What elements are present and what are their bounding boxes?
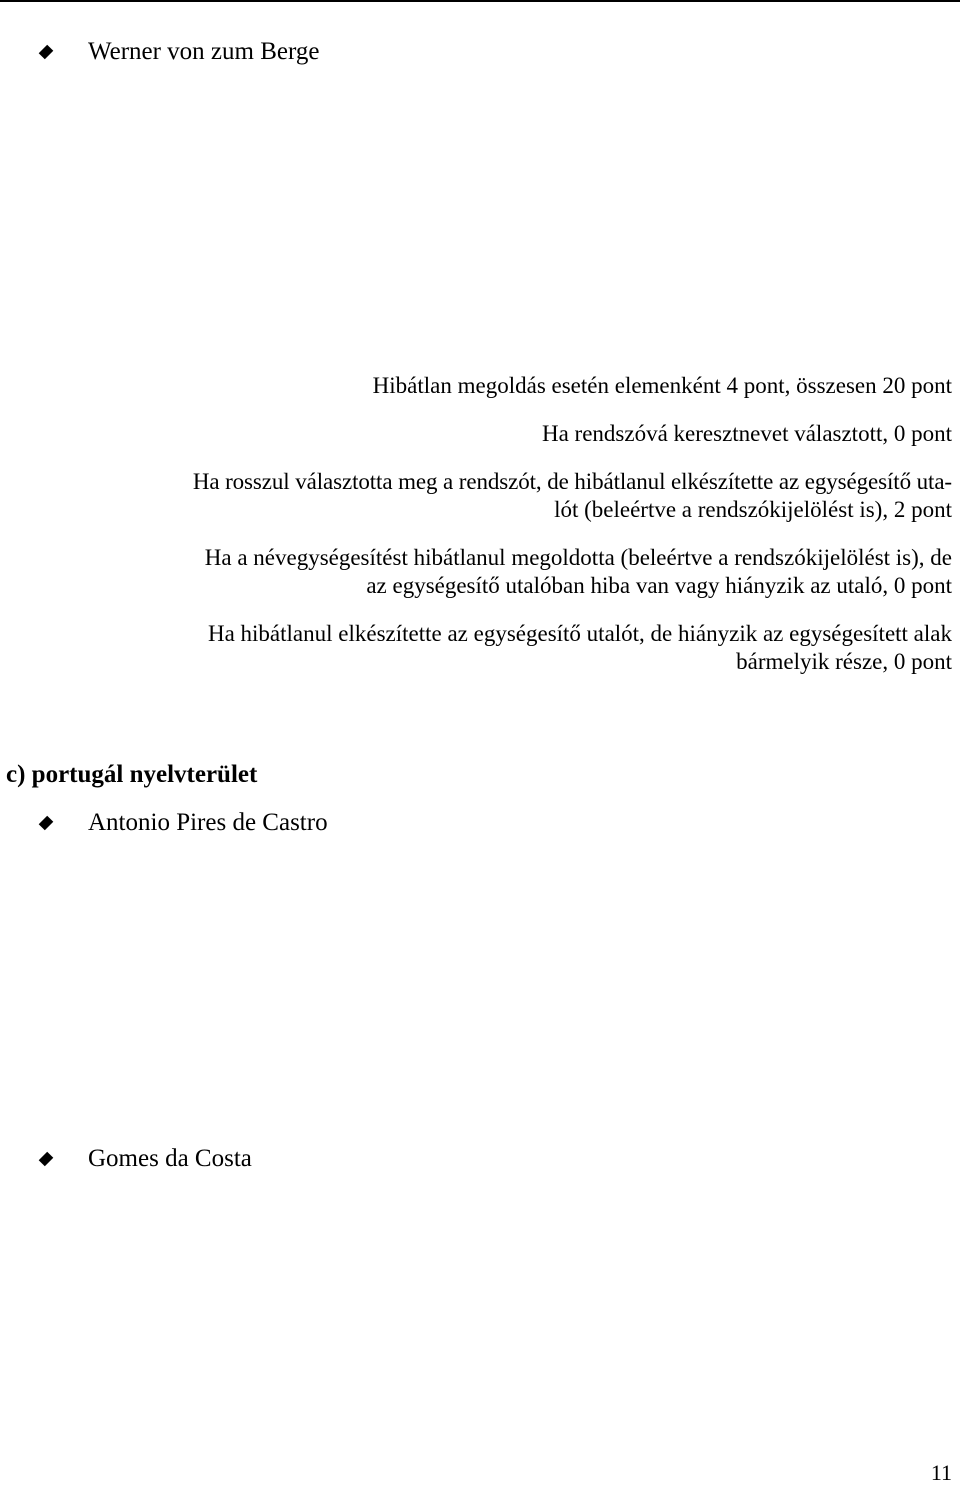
section-heading-c: c) portugál nyelvterület bbox=[6, 761, 258, 788]
scoring-line: Ha hibátlanul elkészítette az egységesítő utalót, de hiányzik az egységesített alak bbox=[207, 621, 952, 646]
scoring-line: Ha rendszóvá keresztnevet választott, 0 pont bbox=[541, 421, 952, 446]
diamond-bullet-icon bbox=[39, 816, 54, 831]
scoring-line: Ha a névegységesítést hibátlanul megoldotta (beleértve a rendszókijelölést is), de bbox=[204, 545, 952, 570]
scoring-line: lót (beleértve a rendszókijelölést is), 2 pont bbox=[554, 497, 952, 522]
bullet-text: Gomes da Costa bbox=[88, 1145, 252, 1172]
scoring-line: az egységesítő utalóban hiba van vagy hiányzik az utaló, 0 pont bbox=[366, 573, 952, 598]
scoring-line: Ha rosszul választotta meg a rendszót, de hibátlanul elkészítette az egységesítő uta- bbox=[192, 469, 952, 494]
diamond-bullet-icon bbox=[39, 1152, 54, 1167]
bullet-item-antonio bbox=[40, 808, 328, 838]
scoring-block bbox=[0, 372, 952, 676]
bullet-text: Antonio Pires de Castro bbox=[88, 809, 328, 836]
top-rule bbox=[0, 0, 960, 2]
scoring-line: Hibátlan megoldás esetén elemenként 4 pont, összesen 20 pont bbox=[372, 373, 952, 398]
diamond-bullet-icon bbox=[39, 45, 54, 60]
page-number: 11 bbox=[930, 1460, 952, 1485]
bullet-text: Werner von zum Berge bbox=[88, 38, 320, 65]
bullet-item-werner bbox=[40, 37, 319, 67]
bullet-item-gomes bbox=[40, 1144, 252, 1174]
scoring-line: bármelyik része, 0 pont bbox=[736, 649, 952, 674]
